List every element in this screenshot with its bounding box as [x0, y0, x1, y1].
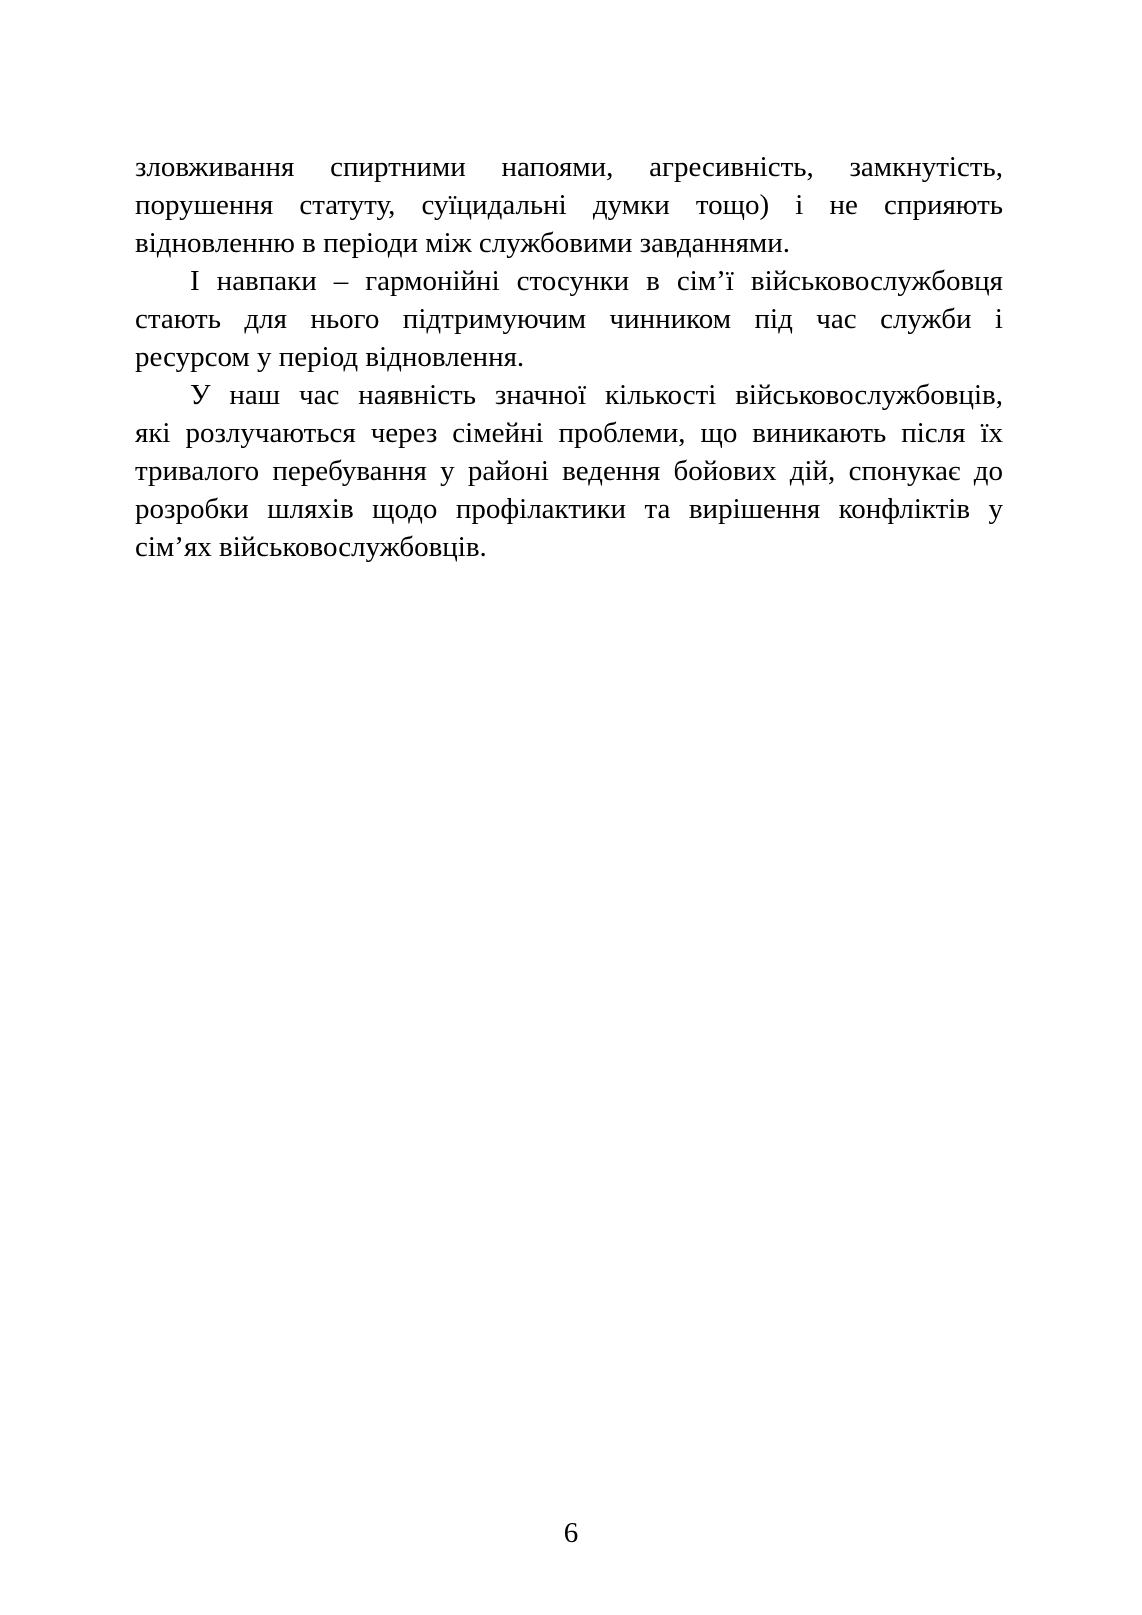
- body-text: [135, 148, 1003, 566]
- text-line: стають для нього підтримуючим чинником під час служби і: [135, 303, 1003, 335]
- text-line: сім’ях військовослужбовців.: [135, 531, 487, 563]
- text-line: відновленню в періоди між службовими завданнями.: [135, 227, 791, 259]
- text-line: І навпаки – гармонійні стосунки в сім’ї військовослужбовця: [190, 265, 1003, 297]
- page-number: 6: [563, 1517, 579, 1549]
- text-line: порушення статуту, суїцидальні думки тощо) і не сприяють: [135, 189, 1003, 221]
- text-line: зловживання спиртними напоями, агресивність, замкнутість,: [135, 151, 1003, 183]
- text-line: ресурсом у період відновлення.: [135, 341, 525, 373]
- text-line: розробки шляхів щодо профілактики та вирішення конфліктів у: [135, 493, 1003, 525]
- text-line: У наш час наявність значної кількості військовослужбовців,: [190, 379, 1003, 411]
- text-line: які розлучаються через сімейні проблеми, що виникають після їх: [135, 417, 1003, 449]
- text-line: тривалого перебування у районі ведення бойових дій, спонукає до: [135, 455, 1003, 487]
